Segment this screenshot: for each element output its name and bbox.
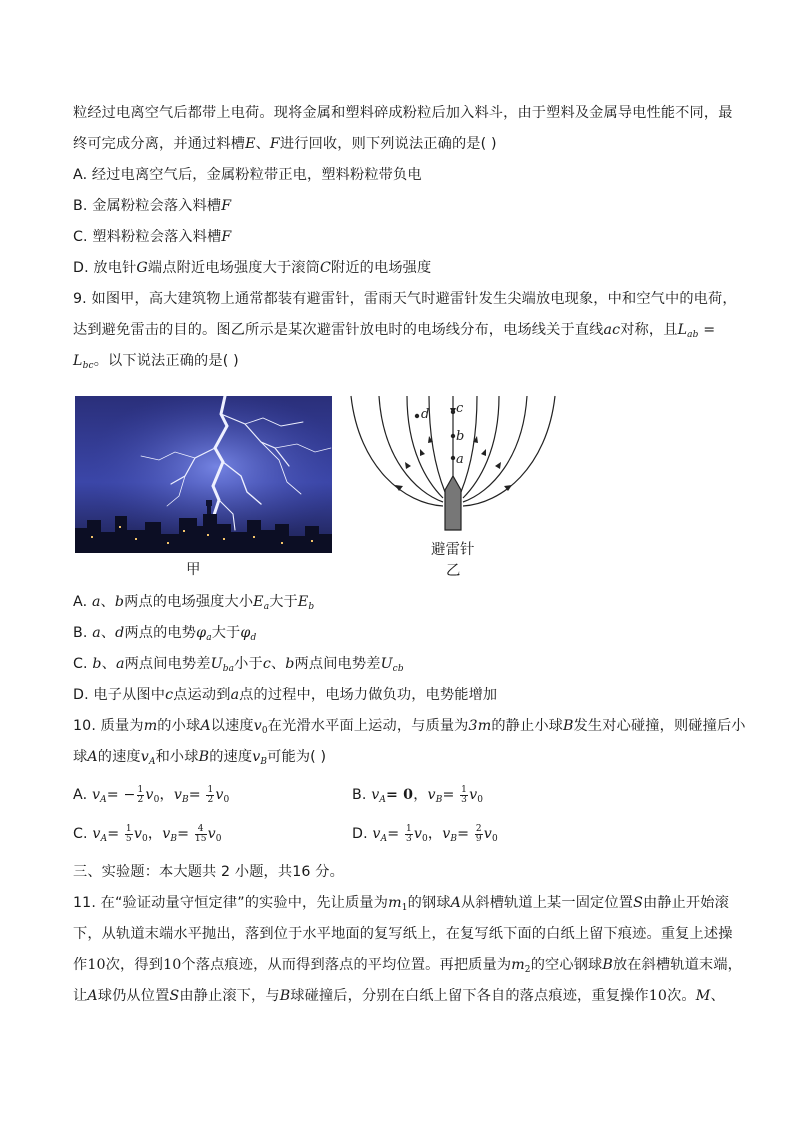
q8-option-b: B. 金属粉粒会落入料槽F	[73, 198, 232, 214]
field-line	[461, 396, 477, 492]
field-arrow	[495, 462, 501, 469]
q9-option-b: B. a、d两点的电势$\varphi_a$大于$\varphi_d$	[73, 625, 257, 643]
point-a	[451, 456, 455, 460]
q10-option-a: A. $v_A=$ − $\frac{1}{2}$ $v_0$，$v_B=$ $\frac{1}{2}$ $v_0$	[73, 784, 230, 805]
label-c: c	[456, 401, 464, 416]
point-d	[415, 414, 419, 418]
q8-option-c: C. 塑料粉粒会落入料槽F	[73, 229, 232, 245]
q9-text-line-1: 9. 如图甲，高大建筑物上通常都装有避雷针，雷雨天气时避雷针发生尖端放电现象，中和空气中的电荷，	[73, 291, 737, 307]
lightning-rod-caption: 避雷针	[431, 542, 475, 558]
point-c	[451, 410, 455, 414]
field-arrow	[395, 485, 403, 491]
q9-option-c: C. b、a两点间电势差$U_{ba}$小于c、b两点间电势差$U_{cb}$	[73, 656, 404, 674]
point-b	[451, 434, 455, 438]
q8-text-line-2: 终可完成分离，并通过料槽E、F进行回收，则下列说法正确的是( )	[73, 136, 497, 152]
q8-option-d: D. 放电针G端点附近电场强度大于滚筒C附近的电场强度	[73, 260, 432, 276]
section-heading: 三、实验题：本大题共 2 小题，共16 分。	[73, 864, 344, 880]
q10-option-b: B. $v_A= 0$，$v_B=$ $\frac{1}{3}$ $v_0$	[352, 784, 484, 805]
q9-option-d: D. 电子从图中c点运动到a点的过程中，电场力做负功，电势能增加	[73, 687, 498, 703]
figure-yi-caption: 乙	[446, 563, 461, 579]
lightning-photo-image	[75, 396, 332, 553]
field-arrow	[420, 449, 425, 456]
label-b: b	[456, 429, 465, 444]
q10-option-d: D. $v_A=$ $\frac{1}{3}$ $v_0$，$v_B=$ $\frac{2}{9}$ $v_0$	[352, 823, 498, 844]
field-line	[463, 396, 499, 498]
q10-text-line-1: 10. 质量为m的小球A以速度$v_0$在光滑水平面上运动，与质量为3m的静止小球B发生对心碰撞，则碰撞后小	[73, 718, 746, 736]
field-arrow	[405, 462, 411, 469]
lightning-rod	[445, 476, 461, 530]
q9-text-line-2: 达到避免雷击的目的。图乙所示是某次避雷针放电时的电场线分布，电场线关于直线ac对称，且$L_{ab}$ =	[73, 322, 716, 340]
lightning-photo	[75, 396, 332, 553]
label-a: a	[456, 452, 464, 467]
figure-jia-caption: 甲	[186, 562, 201, 578]
field-line	[429, 396, 445, 492]
field-arrow	[481, 449, 486, 456]
q9-option-a: A. a、b两点的电场强度大小$E_a$大于$E_b$	[73, 594, 315, 612]
q11-text-line-2: 下，从轨道末端水平抛出，落到位于水平地面的复写纸上，在复写纸下面的白纸上留下痕迹。重复上述操	[73, 926, 733, 942]
q10-option-c: C. $v_A=$ $\frac{1}{5}$ $v_0$，$v_B=$ $\frac{4}{15}$ $v_0$	[73, 823, 222, 844]
q10-text-line-2: 球A的速度$v_A$和小球B的速度$v_B$可能为( )	[73, 749, 327, 767]
q8-option-a: A. 经过电离空气后，金属粉粒带正电，塑料粉粒带负电	[73, 167, 422, 183]
q9-text-line-3: $L_{bc}$。以下说法正确的是( )	[73, 353, 239, 371]
q11-text-line-1: 11. 在“验证动量守恒定律”的实验中，先让质量为$m_1$的钢球A从斜槽轨道上某一固定位置S由静止开始滚	[73, 895, 729, 913]
q8-text-line-1: 粒经过电离空气后都带上电荷。现将金属和塑料碎成粉粒后加入料斗，由于塑料及金属导电性能不同，最	[73, 105, 733, 121]
q11-text-line-3: 作10次，得到10个落点痕迹，从而得到落点的平均位置。再把质量为$m_2$的空心钢球B放在斜槽轨道末端，	[73, 957, 743, 975]
q11-text-line-4: 让A球仍从位置S由静止滚下，与B球碰撞后，分别在白纸上留下各自的落点痕迹，重复操作10次。M、	[73, 988, 725, 1004]
label-d: d	[421, 407, 430, 422]
